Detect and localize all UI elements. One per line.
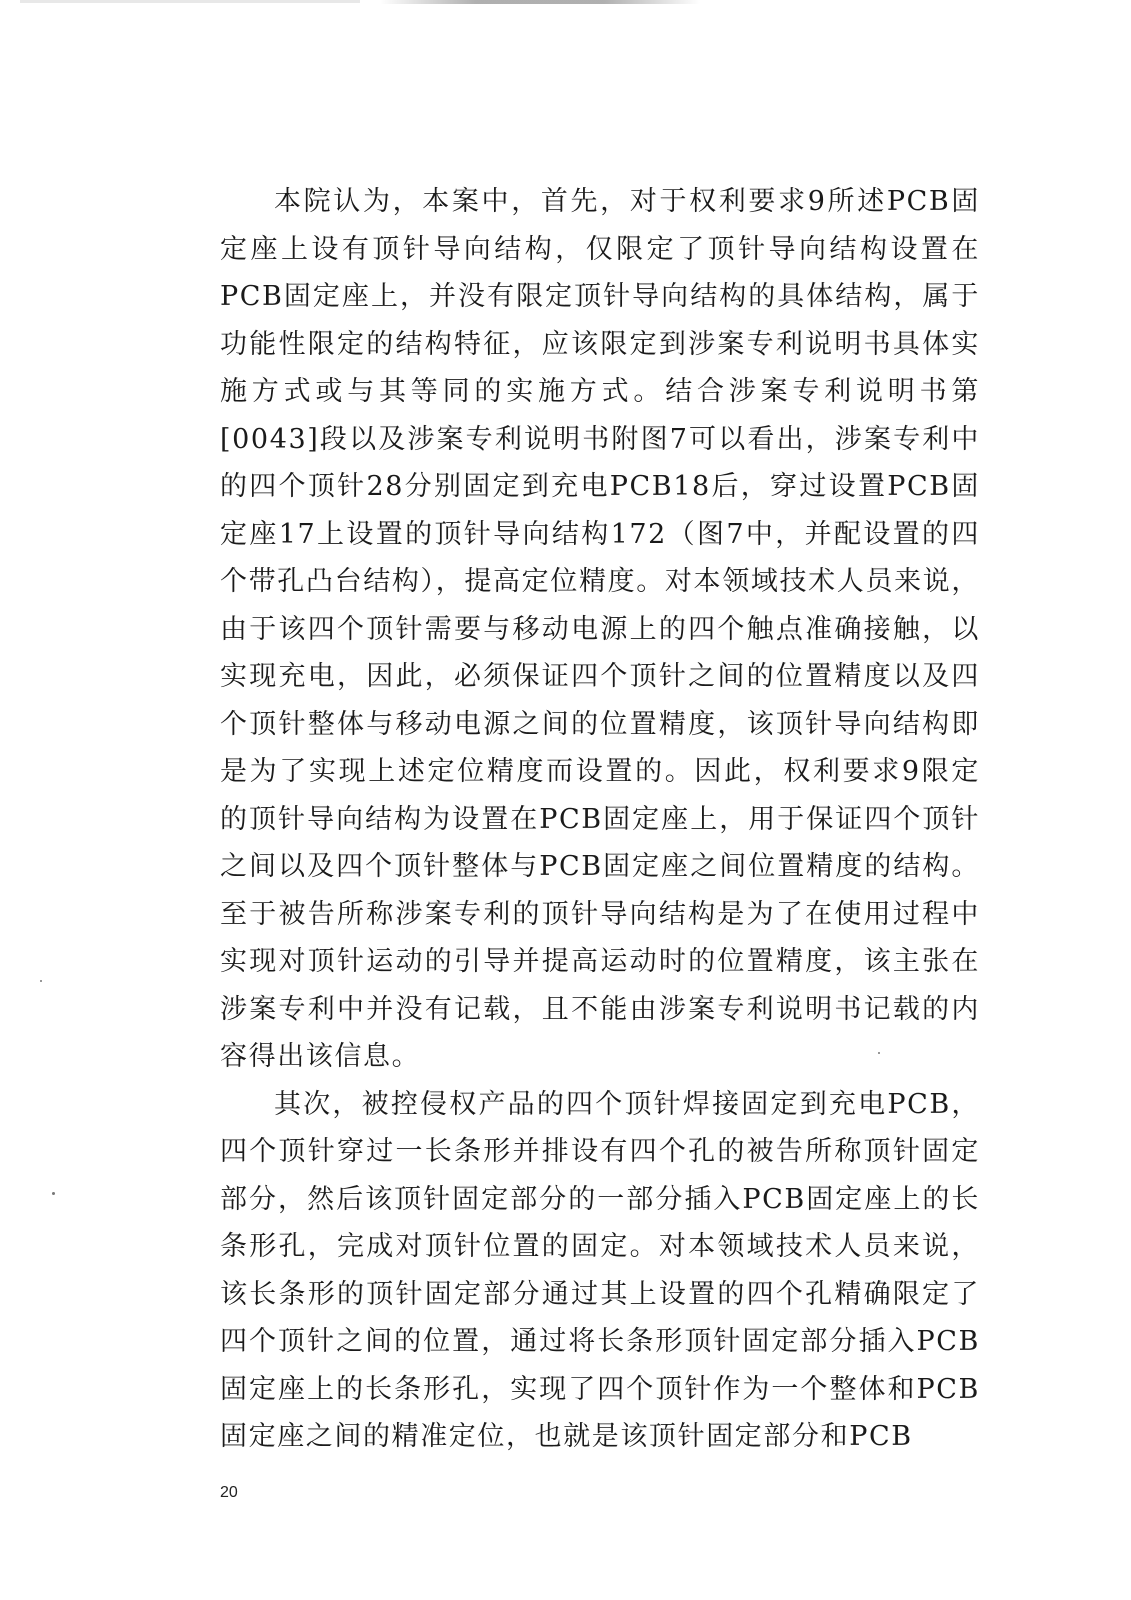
paragraph-secondly: 其次，被控侵权产品的四个顶针焊接固定到充电PCB，四个顶针穿过一长条形并排设有四个孔的被告所称顶针固定部分，然后该顶针固定部分的一部分插入PCB固定座上的长条形孔，完成对顶针位置的固定。对本领域技术人员来说，该长条形的顶针固定部分通过其上设置的四个孔精确限定了四个顶针之间的位置，通过将长条形顶针固定部分插入PCB固定座上的长条形孔，实现了四个顶针作为一个整体和PCB固定座之间的精准定位，也就是该顶针固定部分和PCB [220, 1088, 980, 1452]
scan-speck [52, 1192, 55, 1195]
scan-edge-mark [380, 0, 700, 4]
page-number: 20 [220, 1484, 238, 1501]
scan-speck [40, 980, 42, 982]
scan-edge-mark [20, 0, 360, 3]
scan-speck [878, 1052, 880, 1054]
paragraph-court-opinion: 本院认为，本案中，首先，对于权利要求9所述PCB固定座上设有顶针导向结构，仅限定了顶针导向结构设置在PCB固定座上，并没有限定顶针导向结构的具体结构，属于功能性限定的结构特征，应该限定到涉案专利说明书具体实施方式或与其等同的实施方式。结合涉案专利说明书第[0043]段以及涉案专利说明书附图7可以看出，涉案专利中的四个顶针28分别固定到充电PCB18后，穿过设置PCB固定座17上设置的顶针导向结构172（图7中，并配设置的四个带孔凸台结构），提高定位精度。对本领域技术人员来说，由于该四个顶针需要与移动电源上的四个触点准确接触，以实现充电，因此，必须保证四个顶针之间的位置精度以及四个顶针整体与移动电源之间的位置精度，该顶针导向结构即是为了实现上述定位精度而设置的。因此，权利要求9限定的顶针导向结构为设置在PCB固定座上，用于保证四个顶针之间以及四个顶针整体与PCB固定座之间位置精度的结构。至于被告所称涉案专利的顶针导向结构是为了在使用过程中实现对顶针运动的引导并提高运动时的位置精度，该主张在涉案专利中并没有记载，且不能由涉案专利说明书记载的内容得出该信息。 [220, 186, 980, 1072]
document-body [220, 178, 980, 1461]
